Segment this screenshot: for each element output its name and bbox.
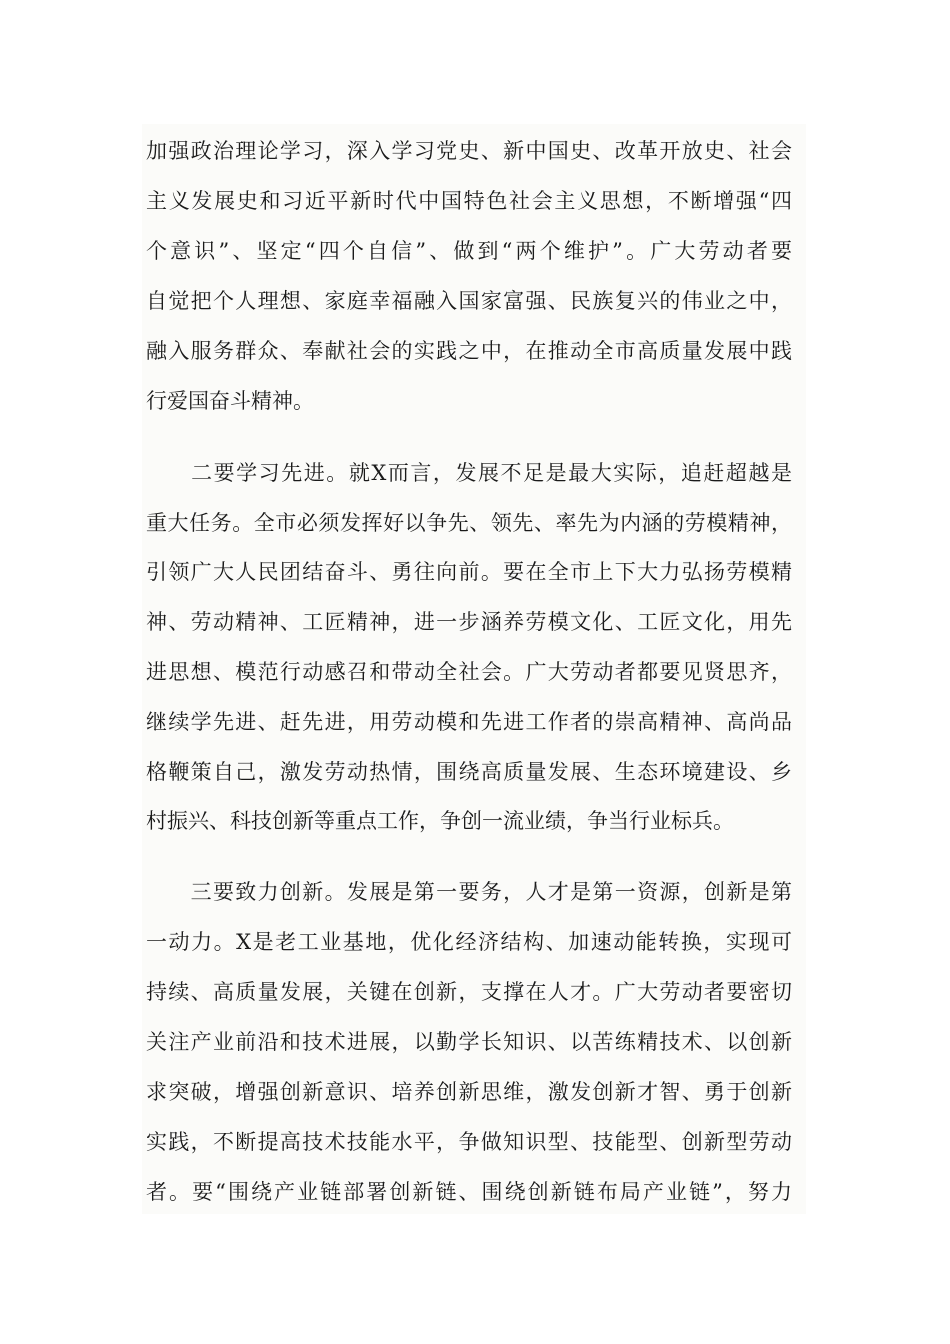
paragraph-3-line-7: 者。要“围绕产业链部署创新链、围绕创新链布局产业链”，努力	[146, 1180, 792, 1204]
paragraph-2-line-7: 格鞭策自己，激发劳动热情，围绕高质量发展、生态环境建设、乡	[146, 760, 792, 784]
paragraph-2-line-8: 村振兴、科技创新等重点工作，争创一流业绩，争当行业标兵。	[146, 809, 734, 833]
paragraph-2-line-1: 二要学习先进。就X而言，发展不足是最大实际，追赶超越是	[146, 461, 792, 485]
paragraph-2-line-3: 引领广大人民团结奋斗、勇往向前。要在全市上下大力弘扬劳模精	[146, 560, 792, 584]
paragraph-3-line-5: 求突破，增强创新意识、培养创新思维，激发创新才智、勇于创新	[146, 1080, 792, 1104]
paragraph-2-line-2: 重大任务。全市必须发挥好以争先、领先、率先为内涵的劳模精神，	[146, 511, 792, 535]
paragraph-3-line-4: 关注产业前沿和技术进展，以勤学长知识、以苦练精技术、以创新	[146, 1030, 792, 1054]
paragraph-1-line-4: 自觉把个人理想、家庭幸福融入国家富强、民族复兴的伟业之中，	[146, 289, 792, 313]
paragraph-3-line-1: 三要致力创新。发展是第一要务，人才是第一资源，创新是第	[146, 880, 792, 904]
paragraph-1-line-3: 个意识”、坚定“四个自信”、做到“两个维护”。广大劳动者要	[146, 239, 792, 263]
paragraph-1-line-6: 行爱国奋斗精神。	[146, 389, 314, 413]
paragraph-1-line-2: 主义发展史和习近平新时代中国特色社会主义思想，不断增强“四	[146, 189, 792, 213]
paragraph-1-line-1: 加强政治理论学习，深入学习党史、新中国史、改革开放史、社会	[146, 139, 792, 163]
paragraph-2-line-4: 神、劳动精神、工匠精神，进一步涵养劳模文化、工匠文化，用先	[146, 610, 792, 634]
paragraph-2-line-6: 继续学先进、赶先进，用劳动模和先进工作者的崇高精神、高尚品	[146, 710, 792, 734]
paragraph-3-line-3: 持续、高质量发展，关键在创新，支撑在人才。广大劳动者要密切	[146, 980, 792, 1004]
paragraph-2-line-5: 进思想、模范行动感召和带动全社会。广大劳动者都要见贤思齐，	[146, 660, 792, 684]
paragraph-3-line-6: 实践，不断提高技术技能水平，争做知识型、技能型、创新型劳动	[146, 1130, 792, 1154]
paragraph-1-line-5: 融入服务群众、奉献社会的实践之中，在推动全市高质量发展中践	[146, 339, 792, 363]
paragraph-3-line-2: 一动力。X是老工业基地，优化经济结构、加速动能转换，实现可	[146, 930, 792, 954]
